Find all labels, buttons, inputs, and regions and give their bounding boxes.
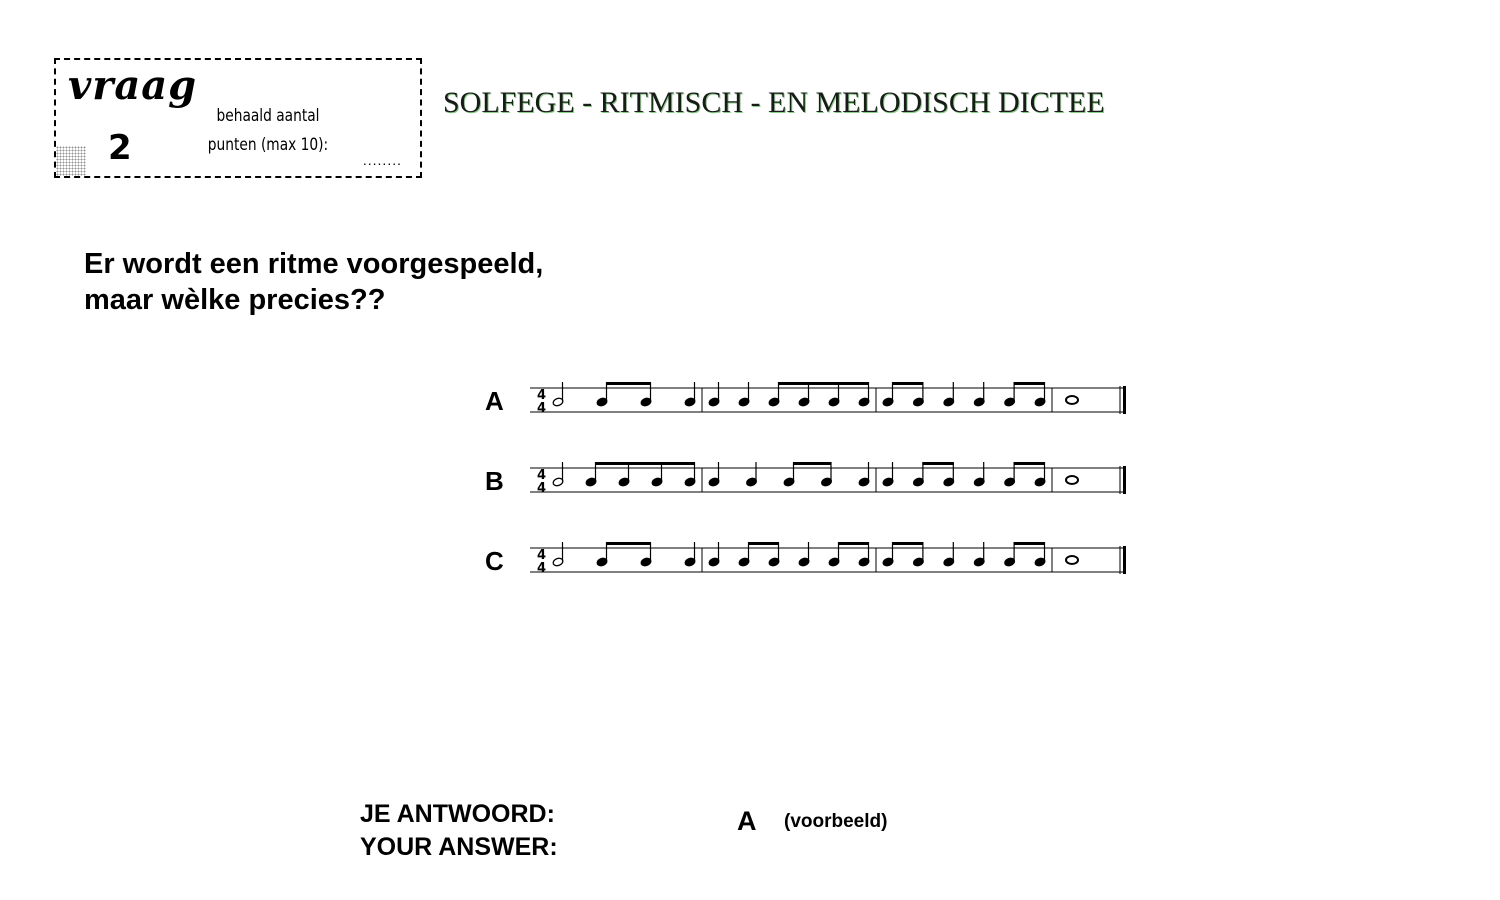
time-signature-top: 4 bbox=[537, 388, 547, 403]
question-text bbox=[84, 246, 543, 318]
beam bbox=[1014, 382, 1045, 385]
time-signature-bottom: 4 bbox=[537, 561, 547, 576]
whole-note bbox=[1066, 556, 1078, 564]
time-signature-top: 4 bbox=[537, 548, 547, 563]
beam bbox=[606, 542, 651, 545]
answer-label-line2: YOUR ANSWER: bbox=[360, 833, 558, 861]
score-label-line1: behaald aantal bbox=[216, 106, 320, 126]
beam bbox=[838, 542, 869, 545]
beam bbox=[748, 542, 779, 545]
beam bbox=[606, 382, 651, 385]
beam bbox=[595, 462, 695, 465]
answer-label bbox=[360, 798, 558, 864]
time-signature-top: 4 bbox=[537, 468, 547, 483]
option-label: C bbox=[485, 546, 504, 576]
final-bar-thick bbox=[1123, 466, 1126, 494]
option-label: A bbox=[485, 386, 504, 416]
option-label: B bbox=[485, 466, 504, 496]
final-bar-thick bbox=[1123, 546, 1126, 574]
answer-value[interactable]: A bbox=[737, 806, 757, 836]
beam bbox=[892, 542, 923, 545]
page-title: SOLFEGE - RITMISCH - EN MELODISCH DICTEE bbox=[443, 86, 1105, 119]
beam bbox=[922, 462, 953, 465]
answer-note: (voorbeeld) bbox=[784, 811, 888, 832]
score-field[interactable]: ........ bbox=[362, 152, 402, 168]
beam bbox=[1014, 542, 1045, 545]
question-line2: maar wèlke precies?? bbox=[84, 284, 386, 316]
rhythm-option-a bbox=[485, 382, 1126, 416]
whole-note bbox=[1066, 476, 1078, 484]
question-box bbox=[54, 58, 422, 178]
rhythm-option-b bbox=[485, 462, 1126, 496]
question-number: 2 bbox=[108, 128, 132, 168]
answer-label-line1: JE ANTWOORD: bbox=[360, 800, 555, 828]
question-line1: Er wordt een ritme voorgespeeld, bbox=[84, 248, 544, 280]
time-signature-bottom: 4 bbox=[537, 401, 547, 416]
score-label-line2: punten (max 10): bbox=[207, 135, 329, 155]
score-label bbox=[196, 102, 340, 160]
rhythm-option-c bbox=[485, 542, 1126, 576]
beam bbox=[1014, 462, 1045, 465]
question-word: vraag bbox=[68, 62, 198, 109]
final-bar-thick bbox=[1123, 386, 1126, 414]
beam bbox=[793, 462, 832, 465]
whole-note bbox=[1066, 396, 1078, 404]
beam bbox=[778, 382, 869, 385]
box-shading bbox=[56, 146, 86, 176]
time-signature-bottom: 4 bbox=[537, 481, 547, 496]
beam bbox=[892, 382, 923, 385]
rhythm-options bbox=[470, 360, 1150, 600]
